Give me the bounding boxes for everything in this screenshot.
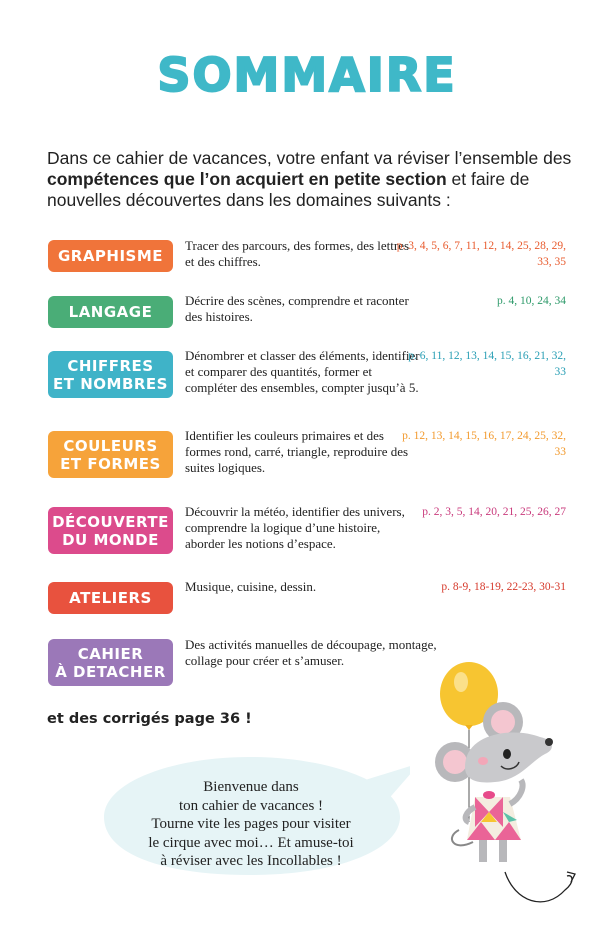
domain-pages: p. 6, 11, 12, 13, 14, 15, 16, 21, 32, 33 (408, 350, 566, 378)
intro-paragraph (47, 148, 577, 211)
intro-text-1: Dans ce cahier de vacances, votre enfant va réviser l’ensemble des (47, 148, 572, 168)
mouse-illustration (425, 662, 595, 932)
intro-text-2: et faire de nouvelles découvertes dans les domaines suivants : (47, 169, 530, 210)
domain-pages: p. 8-9, 18-19, 22-23, 30-31 (441, 581, 566, 593)
domain-description: Musique, cuisine, dessin. (185, 579, 317, 594)
domain-pages: p. 12, 13, 14, 15, 16, 17, 24, 25, 32, 33 (402, 430, 566, 458)
domain-badge: LANGAGE (48, 296, 173, 328)
domain-badge: COULEURS ET FORMES (48, 431, 173, 478)
domain-pages: p. 3, 4, 5, 6, 7, 11, 12, 14, 25, 28, 29, 33, 35 (396, 240, 566, 268)
domain-badge: GRAPHISME (48, 240, 173, 272)
domain-pages: p. 2, 3, 5, 14, 20, 21, 25, 26, 27 (422, 506, 566, 518)
speech-bubble-text: Bienvenue dans ton cahier de vacances ! Tourne vite les pages pour visiter le cirque avec moi… Et amuse-toi à réviser avec les Incollables ! (148, 779, 354, 869)
domain-pages: p. 4, 10, 24, 34 (497, 295, 566, 307)
domain-badge: ATELIERS (48, 582, 173, 614)
domain-badge: CHIFFRES ET NOMBRES (48, 351, 173, 398)
domain-description: Identifier les couleurs primaires et des formes rond, carré, triangle, reproduire des suites logiques. (185, 428, 409, 475)
domain-description: Découvrir la météo, identifier des univers, comprendre la logique d’une histoire, aborder les notions d’espace. (185, 504, 405, 551)
domain-description: Tracer des parcours, des formes, des lettres et des chiffres. (185, 238, 410, 269)
domain-description: Dénombrer et classer des éléments, identifier et comparer des quantités, former et compléter des ensembles, compter jusqu’à 5. (185, 348, 420, 395)
intro-bold: compétences que l’on acquiert en petite section (47, 169, 447, 189)
domain-description: Des activités manuelles de découpage, montage, collage pour créer et s’amuser. (185, 637, 437, 668)
footer-corriges: et des corrigés page 36 ! (47, 711, 252, 727)
domain-description: Décrire des scènes, comprendre et raconter des histoires. (185, 293, 409, 324)
domain-badge: CAHIER À DETACHER (48, 639, 173, 686)
domain-badge: DÉCOUVERTE DU MONDE (48, 507, 173, 554)
page-title: SOMMAIRE (157, 48, 457, 102)
